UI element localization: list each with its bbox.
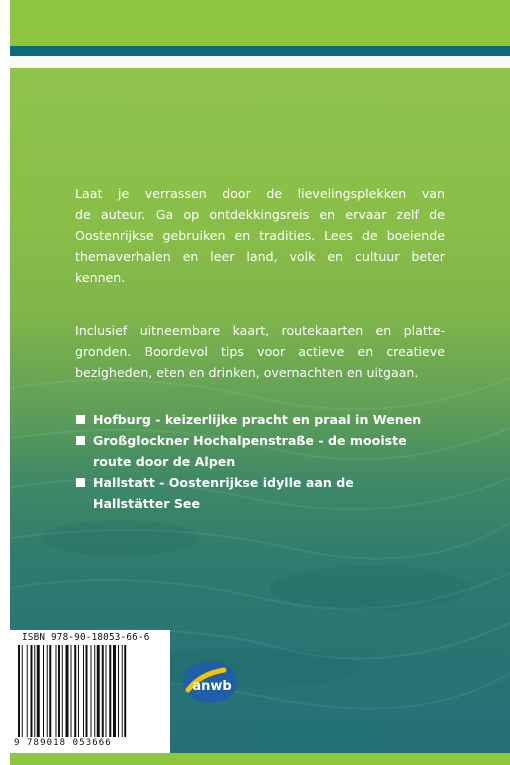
bottom-green-strip xyxy=(10,753,510,765)
highlight-item xyxy=(75,430,465,472)
barcode-bar xyxy=(18,645,20,737)
description-line: de auteur. Ga op ontdekkingsreis en ervaar zelf de xyxy=(75,207,445,222)
highlight-line: Hallstatt - Oostenrijkse idylle aan de xyxy=(93,475,354,490)
highlight-line: Hallstätter See xyxy=(93,496,201,511)
barcode-bar xyxy=(106,645,107,737)
barcode-bar xyxy=(124,645,126,737)
barcode-bar xyxy=(49,645,51,737)
barcode-bar xyxy=(113,645,116,737)
description-line: Oostenrijkse gebruiken en tradities. Lees de boeiende xyxy=(75,228,445,243)
barcode-bar xyxy=(78,645,79,737)
barcode-bar xyxy=(56,645,57,737)
barcode-box xyxy=(10,630,170,754)
inclusions-paragraph xyxy=(75,320,445,383)
bullet-square-icon xyxy=(76,478,85,487)
barcode-bar xyxy=(31,645,33,737)
barcode-bar xyxy=(122,645,123,737)
highlight-item xyxy=(75,472,465,514)
top-gap xyxy=(10,56,510,68)
barcode-bar xyxy=(22,645,23,737)
barcode-bar xyxy=(27,645,28,737)
description-line: kennen. xyxy=(75,270,126,285)
barcode-bar xyxy=(118,645,119,737)
barcode-bar xyxy=(94,645,95,737)
anwb-logo xyxy=(182,660,238,704)
barcode-bars xyxy=(16,645,168,737)
barcode-bar xyxy=(58,645,60,737)
bullet-square-icon xyxy=(76,436,85,445)
bullet-square-icon xyxy=(76,415,85,424)
barcode-bar xyxy=(47,645,48,737)
barcode-bar xyxy=(91,645,92,737)
barcode-bar xyxy=(83,645,84,737)
barcode-bar xyxy=(34,645,35,737)
inclusions-line: bezigheden, eten en drinken, overnachten en uitgaan. xyxy=(75,365,419,380)
inclusions-line: gronden. Boordevol tips voor actieve en creatieve xyxy=(75,344,445,359)
barcode-bar xyxy=(62,645,63,737)
top-teal-stripe xyxy=(10,46,510,56)
highlight-line: Großglockner Hochalpenstraße - de mooiste xyxy=(93,433,407,448)
barcode-bar xyxy=(102,645,104,737)
description-line: Laat je verrassen door de lievelingsplekken van xyxy=(75,186,445,201)
anwb-logo-text: anwb xyxy=(192,679,232,694)
barcode-digits: 9 789018 053666 xyxy=(14,738,112,748)
highlight-item xyxy=(75,409,465,430)
barcode-bar xyxy=(43,645,44,737)
barcode-bar xyxy=(71,645,72,737)
description-paragraph xyxy=(75,183,445,288)
description-line: themaverhalen en leer land, volk en cultuur beter xyxy=(75,249,445,264)
top-color-band xyxy=(10,0,510,46)
highlights-list xyxy=(75,409,465,514)
highlight-line: route door de Alpen xyxy=(93,454,236,469)
barcode-bar xyxy=(74,645,76,737)
barcode-bar xyxy=(37,645,40,737)
barcode-bar xyxy=(97,645,100,737)
highlight-line: Hofburg - keizerlijke pracht en praal in Wenen xyxy=(93,412,422,427)
inclusions-line: Inclusief uitneembare kaart, routekaarten en platte- xyxy=(75,323,445,338)
isbn-number: ISBN 978-90-18053-66-6 xyxy=(22,632,150,643)
barcode-bar xyxy=(109,645,111,737)
barcode-bar xyxy=(66,645,69,737)
barcode-bar xyxy=(86,645,88,737)
